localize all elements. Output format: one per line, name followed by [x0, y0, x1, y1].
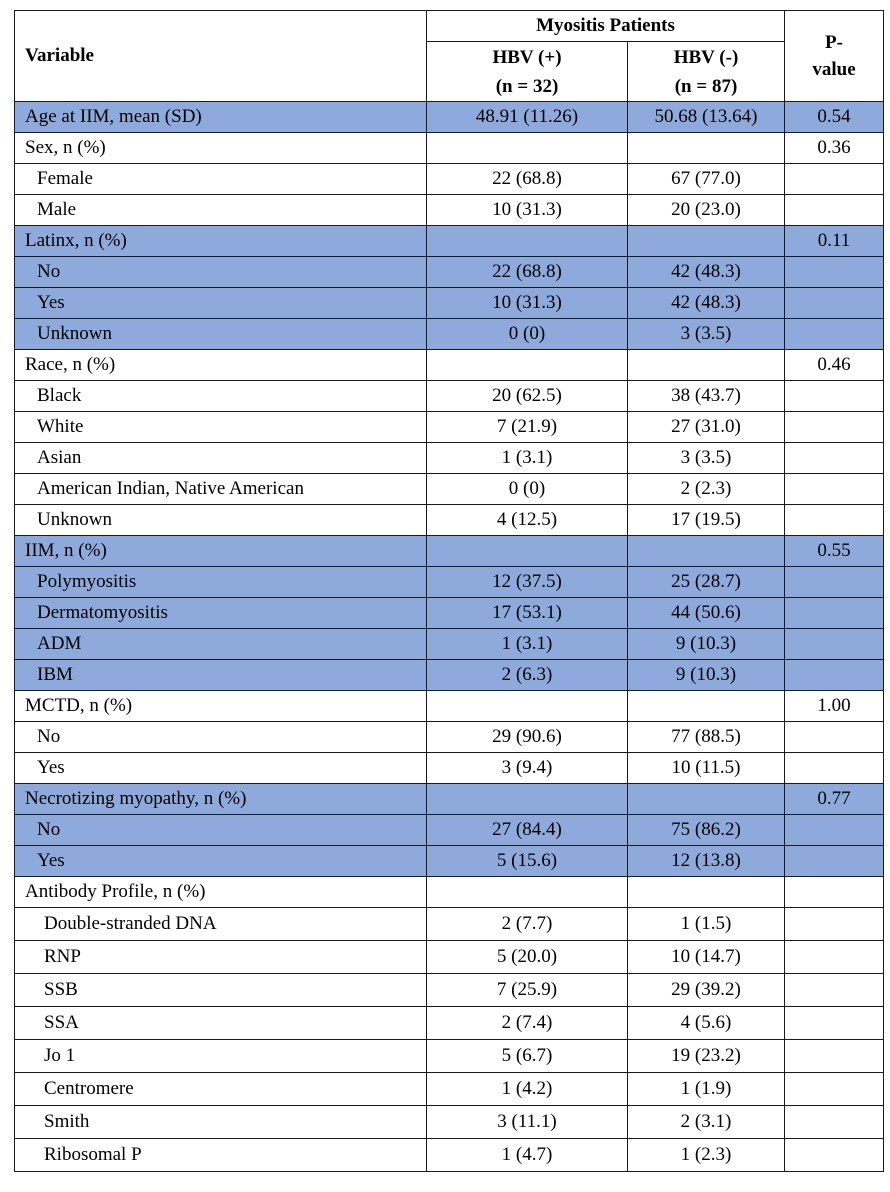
row-label: Latinx, n (%) — [15, 226, 427, 257]
cell-p-value: 0.36 — [785, 133, 884, 164]
table-row — [15, 598, 884, 629]
table-row — [15, 443, 884, 474]
cell-hbv-negative: 12 (13.8) — [628, 846, 785, 877]
row-label: Sex, n (%) — [15, 133, 427, 164]
header-hbv-negative — [628, 42, 785, 102]
cell-hbv-positive: 5 (6.7) — [427, 1040, 628, 1073]
cell-hbv-negative: 77 (88.5) — [628, 722, 785, 753]
cell-hbv-negative: 44 (50.6) — [628, 598, 785, 629]
cell-hbv-positive: 3 (11.1) — [427, 1106, 628, 1139]
table-row — [15, 815, 884, 846]
header-hbv-positive-line2: (n = 32) — [495, 75, 559, 97]
cell-p-value — [785, 660, 884, 691]
row-label: IIM, n (%) — [15, 536, 427, 567]
row-label: Dermatomyositis — [15, 598, 427, 629]
header-hbv-negative-line2: (n = 87) — [674, 75, 738, 97]
table-row — [15, 753, 884, 784]
cell-p-value — [785, 722, 884, 753]
cell-hbv-negative: 10 (14.7) — [628, 941, 785, 974]
cell-hbv-negative — [628, 226, 785, 257]
table-row — [15, 660, 884, 691]
cell-p-value: 0.46 — [785, 350, 884, 381]
table-row — [15, 908, 884, 941]
cell-hbv-positive: 12 (37.5) — [427, 567, 628, 598]
table-row — [15, 288, 884, 319]
table-row — [15, 784, 884, 815]
cell-hbv-positive — [427, 784, 628, 815]
cell-hbv-positive: 27 (84.4) — [427, 815, 628, 846]
cell-hbv-positive: 22 (68.8) — [427, 257, 628, 288]
row-label: RNP — [15, 941, 427, 974]
cell-hbv-positive: 0 (0) — [427, 319, 628, 350]
cell-p-value — [785, 598, 884, 629]
cell-hbv-negative: 20 (23.0) — [628, 195, 785, 226]
cell-hbv-negative — [628, 133, 785, 164]
cell-p-value — [785, 164, 884, 195]
cell-hbv-negative: 75 (86.2) — [628, 815, 785, 846]
table-row — [15, 1106, 884, 1139]
header-p-line2: value — [812, 59, 856, 80]
row-label: Age at IIM, mean (SD) — [15, 102, 427, 133]
cell-p-value — [785, 815, 884, 846]
cell-p-value — [785, 1040, 884, 1073]
row-label: Race, n (%) — [15, 350, 427, 381]
table-row — [15, 567, 884, 598]
cell-p-value: 1.00 — [785, 691, 884, 722]
table-row — [15, 1040, 884, 1073]
cell-hbv-negative: 67 (77.0) — [628, 164, 785, 195]
cell-hbv-positive — [427, 133, 628, 164]
cell-hbv-positive: 2 (6.3) — [427, 660, 628, 691]
cell-hbv-negative: 1 (2.3) — [628, 1139, 785, 1172]
table-row — [15, 350, 884, 381]
row-label: No — [15, 257, 427, 288]
cell-hbv-positive: 3 (9.4) — [427, 753, 628, 784]
cell-hbv-negative — [628, 784, 785, 815]
cell-p-value — [785, 877, 884, 908]
cell-hbv-positive — [427, 877, 628, 908]
cell-hbv-negative: 25 (28.7) — [628, 567, 785, 598]
table-row — [15, 1007, 884, 1040]
cell-hbv-negative: 42 (48.3) — [628, 257, 785, 288]
row-label: Ribosomal P — [15, 1139, 427, 1172]
cell-p-value — [785, 195, 884, 226]
table-row — [15, 941, 884, 974]
row-label: Yes — [15, 288, 427, 319]
cell-p-value — [785, 257, 884, 288]
cell-hbv-positive: 1 (4.2) — [427, 1073, 628, 1106]
cell-hbv-negative: 2 (3.1) — [628, 1106, 785, 1139]
cell-hbv-positive: 48.91 (11.26) — [427, 102, 628, 133]
table-row — [15, 629, 884, 660]
cell-p-value — [785, 1139, 884, 1172]
table-header — [15, 11, 884, 102]
cell-p-value — [785, 319, 884, 350]
cell-p-value — [785, 443, 884, 474]
table-row — [15, 381, 884, 412]
cell-p-value — [785, 974, 884, 1007]
cell-hbv-negative — [628, 350, 785, 381]
header-hbv-positive-line1: HBV (+) — [492, 46, 562, 68]
row-label: IBM — [15, 660, 427, 691]
cell-p-value: 0.54 — [785, 102, 884, 133]
cell-hbv-negative: 1 (1.5) — [628, 908, 785, 941]
cell-hbv-negative: 1 (1.9) — [628, 1073, 785, 1106]
cell-hbv-negative — [628, 536, 785, 567]
row-label: Double-stranded DNA — [15, 908, 427, 941]
table-row — [15, 846, 884, 877]
cell-p-value — [785, 941, 884, 974]
row-label: No — [15, 722, 427, 753]
table-row — [15, 102, 884, 133]
header-hbv-negative-line1: HBV (-) — [673, 46, 739, 68]
row-label: Asian — [15, 443, 427, 474]
table-row — [15, 257, 884, 288]
row-label: Jo 1 — [15, 1040, 427, 1073]
row-label: Polymyositis — [15, 567, 427, 598]
cell-hbv-positive: 10 (31.3) — [427, 195, 628, 226]
cell-p-value — [785, 567, 884, 598]
cell-p-value — [785, 1073, 884, 1106]
table-row — [15, 226, 884, 257]
cell-p-value: 0.11 — [785, 226, 884, 257]
cell-hbv-negative: 27 (31.0) — [628, 412, 785, 443]
cell-hbv-positive: 7 (25.9) — [427, 974, 628, 1007]
cell-hbv-positive: 17 (53.1) — [427, 598, 628, 629]
row-label: Female — [15, 164, 427, 195]
cell-p-value — [785, 474, 884, 505]
row-label: Unknown — [15, 319, 427, 350]
row-label: Unknown — [15, 505, 427, 536]
table-row — [15, 691, 884, 722]
row-label: Antibody Profile, n (%) — [15, 877, 427, 908]
cell-hbv-negative: 38 (43.7) — [628, 381, 785, 412]
table-row — [15, 195, 884, 226]
table-row — [15, 1073, 884, 1106]
cell-hbv-positive: 22 (68.8) — [427, 164, 628, 195]
row-label: SSA — [15, 1007, 427, 1040]
table-body — [15, 102, 884, 1172]
row-label: White — [15, 412, 427, 443]
cell-p-value — [785, 753, 884, 784]
row-label: Yes — [15, 846, 427, 877]
cell-hbv-positive — [427, 350, 628, 381]
row-label: No — [15, 815, 427, 846]
row-label: American Indian, Native American — [15, 474, 427, 505]
cell-hbv-negative: 10 (11.5) — [628, 753, 785, 784]
header-p-value — [785, 11, 884, 102]
table-row — [15, 974, 884, 1007]
row-label: Centromere — [15, 1073, 427, 1106]
row-label: Necrotizing myopathy, n (%) — [15, 784, 427, 815]
table-row — [15, 1139, 884, 1172]
cell-hbv-negative: 19 (23.2) — [628, 1040, 785, 1073]
table-row — [15, 722, 884, 753]
cell-hbv-negative: 50.68 (13.64) — [628, 102, 785, 133]
cell-hbv-negative: 4 (5.6) — [628, 1007, 785, 1040]
header-myositis-patients: Myositis Patients — [427, 11, 785, 42]
cell-p-value: 0.77 — [785, 784, 884, 815]
cell-hbv-positive: 5 (15.6) — [427, 846, 628, 877]
row-label: Black — [15, 381, 427, 412]
cell-p-value — [785, 1106, 884, 1139]
cell-hbv-positive: 20 (62.5) — [427, 381, 628, 412]
cell-hbv-positive: 2 (7.4) — [427, 1007, 628, 1040]
table-row — [15, 474, 884, 505]
cell-hbv-positive: 7 (21.9) — [427, 412, 628, 443]
cell-hbv-positive: 0 (0) — [427, 474, 628, 505]
cell-hbv-negative: 29 (39.2) — [628, 974, 785, 1007]
cell-hbv-positive: 5 (20.0) — [427, 941, 628, 974]
cell-hbv-negative: 9 (10.3) — [628, 629, 785, 660]
row-label: Male — [15, 195, 427, 226]
cell-hbv-positive — [427, 691, 628, 722]
row-label: Yes — [15, 753, 427, 784]
cell-hbv-negative: 9 (10.3) — [628, 660, 785, 691]
cell-hbv-negative — [628, 691, 785, 722]
cell-hbv-negative — [628, 877, 785, 908]
cell-hbv-positive: 2 (7.7) — [427, 908, 628, 941]
header-p-line1: P- — [825, 32, 843, 53]
cell-hbv-positive — [427, 226, 628, 257]
header-hbv-positive — [427, 42, 628, 102]
row-label: Smith — [15, 1106, 427, 1139]
cell-hbv-positive: 1 (3.1) — [427, 443, 628, 474]
cell-p-value — [785, 1007, 884, 1040]
cell-hbv-negative: 3 (3.5) — [628, 443, 785, 474]
header-variable: Variable — [15, 11, 427, 102]
table-row — [15, 505, 884, 536]
cell-hbv-positive — [427, 536, 628, 567]
cell-p-value — [785, 846, 884, 877]
row-label: ADM — [15, 629, 427, 660]
cell-hbv-positive: 1 (4.7) — [427, 1139, 628, 1172]
cell-hbv-positive: 1 (3.1) — [427, 629, 628, 660]
row-label: SSB — [15, 974, 427, 1007]
table-row — [15, 133, 884, 164]
cell-hbv-negative: 17 (19.5) — [628, 505, 785, 536]
table-row — [15, 877, 884, 908]
table-row — [15, 319, 884, 350]
cell-p-value: 0.55 — [785, 536, 884, 567]
demographics-table — [14, 10, 884, 1172]
table-row — [15, 164, 884, 195]
table-row — [15, 412, 884, 443]
cell-hbv-positive: 10 (31.3) — [427, 288, 628, 319]
cell-hbv-negative: 42 (48.3) — [628, 288, 785, 319]
cell-p-value — [785, 629, 884, 660]
cell-hbv-negative: 2 (2.3) — [628, 474, 785, 505]
cell-p-value — [785, 908, 884, 941]
cell-p-value — [785, 381, 884, 412]
cell-p-value — [785, 505, 884, 536]
cell-hbv-positive: 29 (90.6) — [427, 722, 628, 753]
row-label: MCTD, n (%) — [15, 691, 427, 722]
cell-hbv-negative: 3 (3.5) — [628, 319, 785, 350]
table-row — [15, 536, 884, 567]
cell-p-value — [785, 288, 884, 319]
cell-hbv-positive: 4 (12.5) — [427, 505, 628, 536]
cell-p-value — [785, 412, 884, 443]
